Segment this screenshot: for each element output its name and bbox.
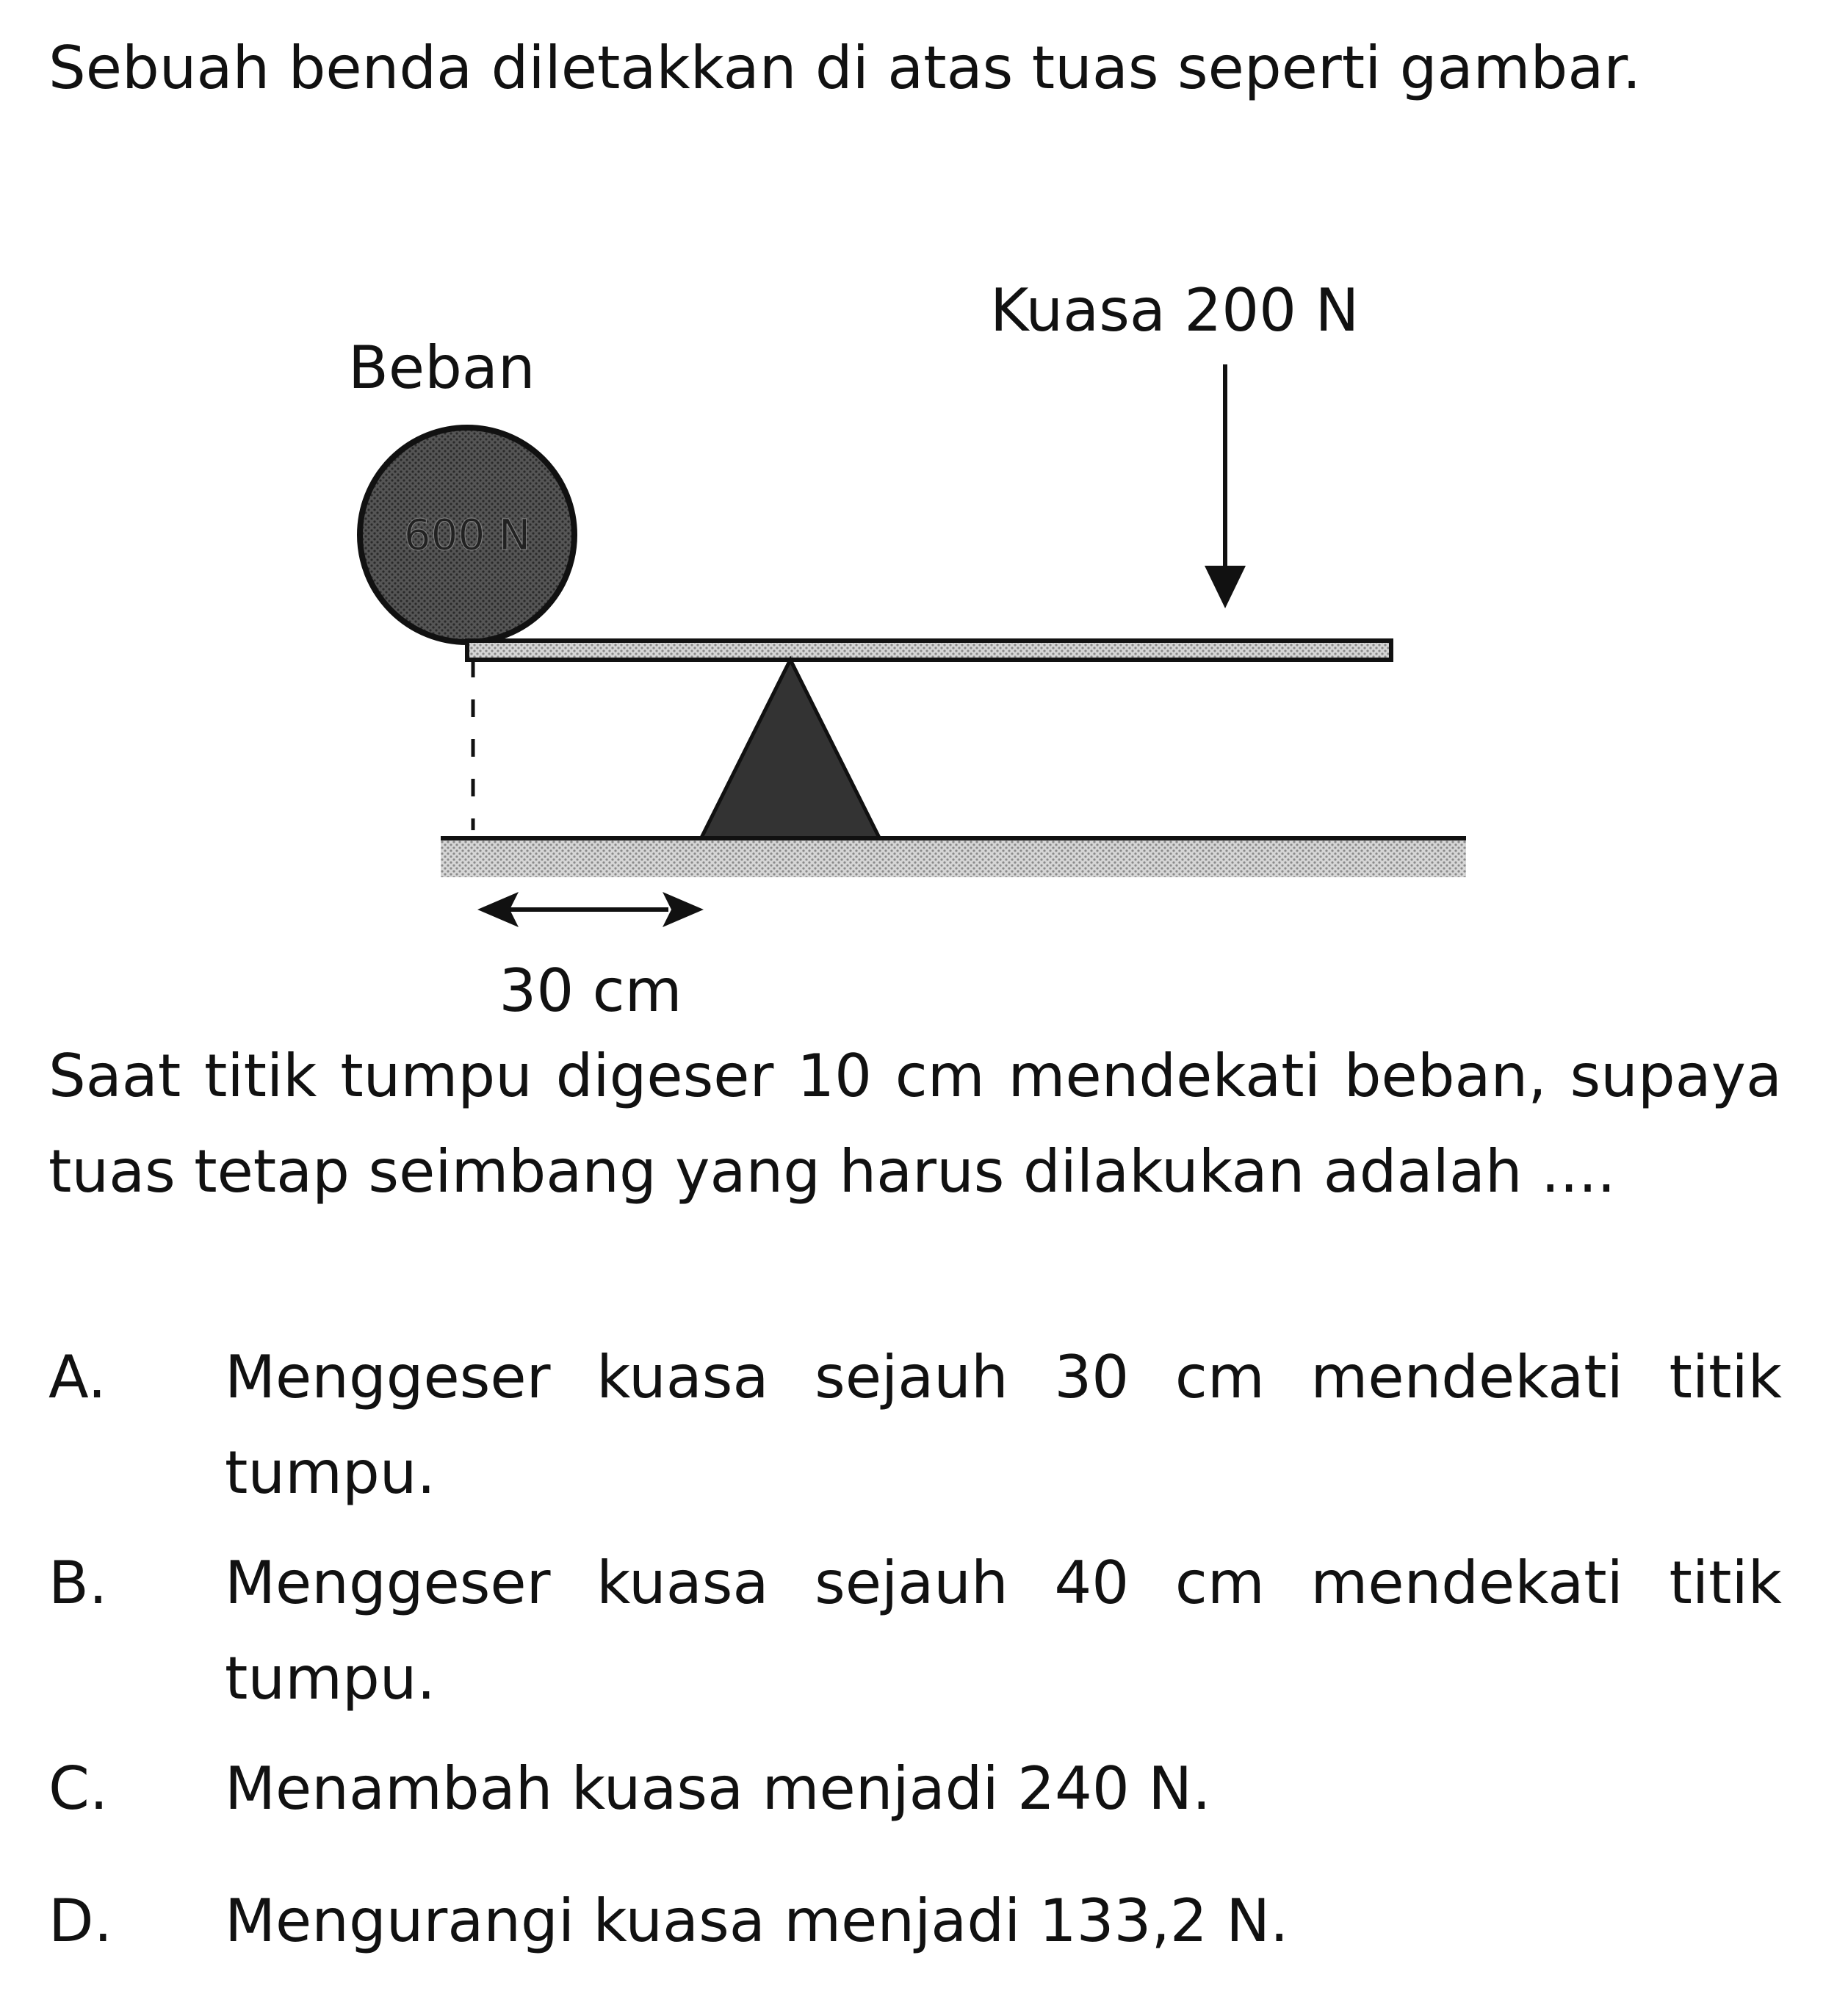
effort-arrowhead-icon <box>1205 566 1246 608</box>
option-text: Menggeser kuasa sejauh 30 cm mendekati titik tumpu. <box>225 1343 1782 1507</box>
question-text: Saat titik tumpu digeser 10 cm mendekati beban, supaya tuas tetap seimbang yang harus dilakukan adalah .... <box>48 1042 1782 1206</box>
option-text: Menambah kuasa menjadi 240 N. <box>225 1754 1211 1823</box>
intro-text: Sebuah benda diletakkan di atas tuas seperti gambar. <box>48 34 1642 102</box>
option-letter: D. <box>48 1887 113 1955</box>
load-value: 600 N <box>403 510 531 560</box>
option-letter: B. <box>48 1549 108 1617</box>
distance-arrow-right-icon <box>663 892 704 927</box>
load-label: Beban <box>348 334 535 402</box>
distance-label: 30 cm <box>499 957 682 1025</box>
option-letter: A. <box>48 1343 107 1411</box>
lever-beam <box>467 641 1391 660</box>
option-text: Mengurangi kuasa menjadi 133,2 N. <box>225 1887 1289 1955</box>
effort-label: Kuasa 200 N <box>990 276 1360 345</box>
option-letter: C. <box>48 1754 109 1823</box>
ground <box>441 836 1466 877</box>
fulcrum-triangle <box>701 660 880 839</box>
option-text: Menggeser kuasa sejauh 40 cm mendekati titik tumpu. <box>225 1549 1782 1713</box>
